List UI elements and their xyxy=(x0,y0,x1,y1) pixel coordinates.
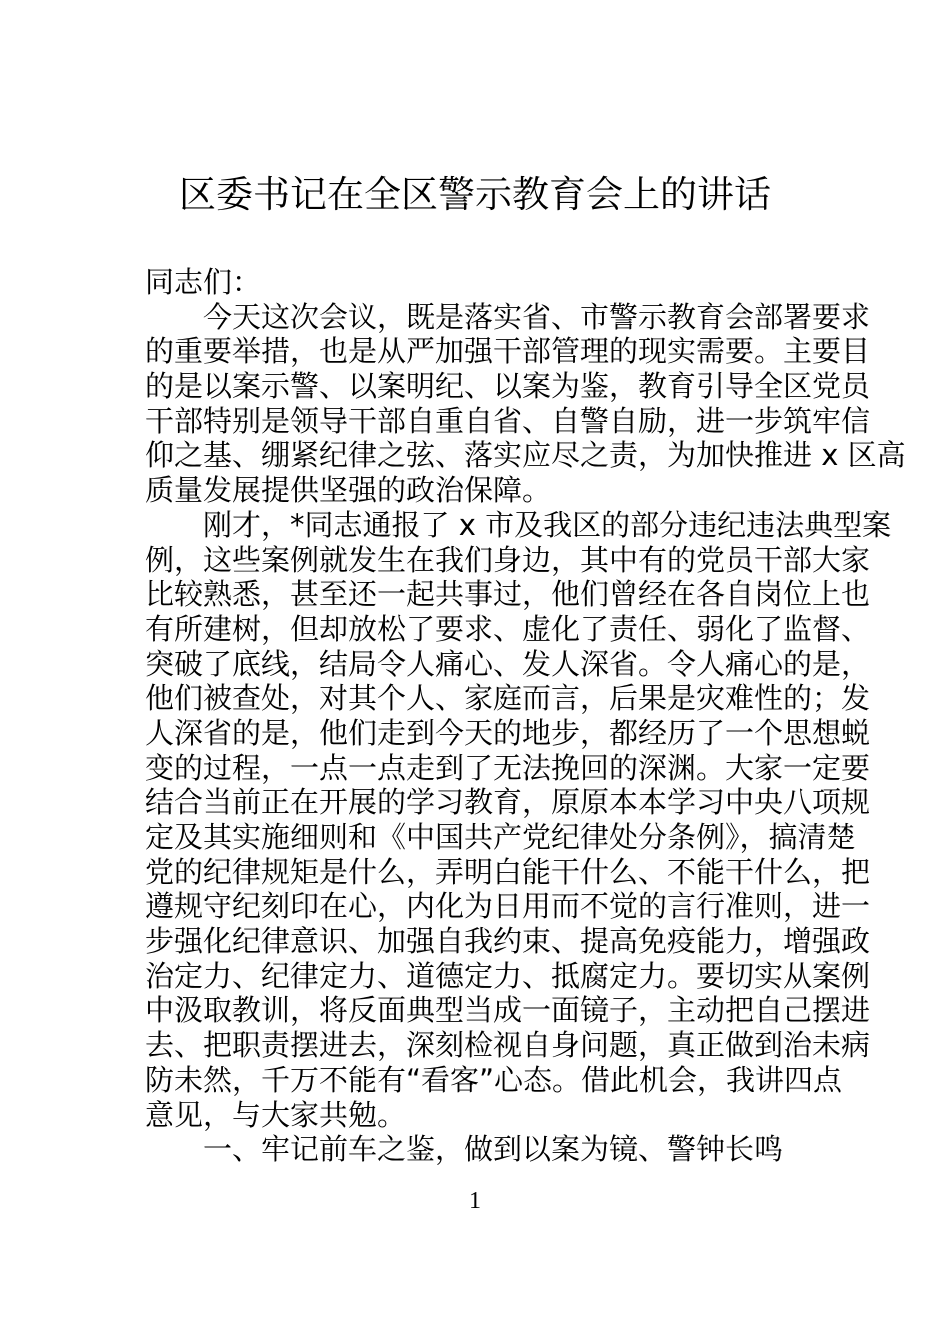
paragraph-line: 去、把职责摆进去，深刻检视自身问题，真正做到治未病 xyxy=(145,1028,871,1063)
paragraph-line: 例，这些案例就发生在我们身边，其中有的党员干部大家 xyxy=(145,542,871,577)
paragraph-line: 的是以案示警、以案明纪、以案为鉴，教育引导全区党员 xyxy=(145,369,871,404)
paragraph-line: 步强化纪律意识、加强自我约束、提高免疫能力，增强政 xyxy=(145,924,871,959)
salutation: 同志们： xyxy=(145,265,262,299)
paragraphs xyxy=(145,299,906,1133)
document-body xyxy=(145,265,906,1167)
paragraph-line: 仰之基、绷紧纪律之弦、落实应尽之责，为加快推进 x 区高 xyxy=(145,438,906,473)
paragraph-line: 意见，与大家共勉。 xyxy=(145,1097,407,1132)
paragraph-line: 比较熟悉，甚至还一起共事过，他们曾经在各自岗位上也 xyxy=(145,577,871,612)
page-number: 1 xyxy=(469,1188,481,1214)
document-title: 区委书记在全区警示教育会上的讲话 xyxy=(179,173,771,216)
paragraph-line: 突破了底线，结局令人痛心、发人深省。令人痛心的是， xyxy=(145,646,871,681)
paragraph-line: 结合当前正在开展的学习教育，原原本本学习中央八项规 xyxy=(145,785,871,820)
paragraph-line: 遵规守纪刻印在心，内化为日用而不觉的言行准则，进一 xyxy=(145,889,871,924)
section-heading: 一、牢记前车之鉴，做到以案为镜、警钟长鸣 xyxy=(203,1132,784,1167)
paragraph-line: 防未然，千万不能有“看客”心态。借此机会，我讲四点 xyxy=(145,1062,843,1097)
paragraph-line: 有所建树，但却放松了要求、虚化了责任、弱化了监督、 xyxy=(145,611,871,646)
paragraph-line: 刚才，*同志通报了 x 市及我区的部分违纪违法典型案 xyxy=(203,507,892,542)
paragraph-line: 的重要举措，也是从严加强干部管理的现实需要。主要目 xyxy=(145,334,871,369)
paragraph-line: 定及其实施细则和《中国共产党纪律处分条例》，搞清楚 xyxy=(145,820,856,854)
paragraph-line: 治定力、纪律定力、道德定力、抵腐定力。要切实从案例 xyxy=(145,958,871,993)
paragraph-line: 干部特别是领导干部自重自省、自警自励，进一步筑牢信 xyxy=(145,403,871,438)
paragraph-line: 变的过程，一点一点走到了无法挽回的深渊。大家一定要 xyxy=(145,750,871,785)
paragraph-line: 质量发展提供坚强的政治保障。 xyxy=(145,473,552,508)
paragraph-line: 党的纪律规矩是什么，弄明白能干什么、不能干什么，把 xyxy=(145,854,871,889)
paragraph-line: 他们被查处，对其个人、家庭而言，后果是灾难性的；发 xyxy=(145,681,871,716)
paragraph-line: 中汲取教训，将反面典型当成一面镜子，主动把自己摆进 xyxy=(145,993,871,1028)
paragraph-line: 人深省的是，他们走到今天的地步，都经历了一个思想蜕 xyxy=(145,715,871,750)
paragraph-line: 今天这次会议，既是落实省、市警示教育会部署要求 xyxy=(203,299,871,334)
